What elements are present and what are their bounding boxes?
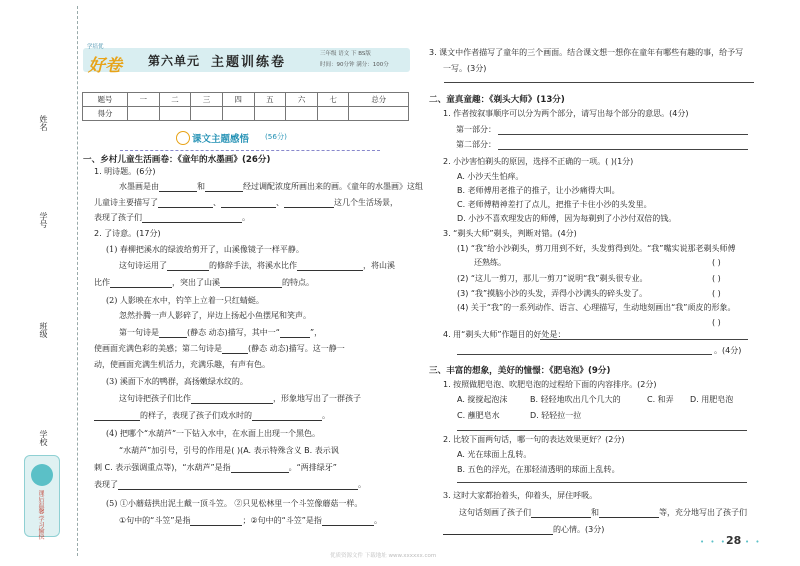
score-input[interactable]: [191, 107, 223, 121]
score-input[interactable]: [254, 107, 286, 121]
s1-q1-text2: 儿童诗主要描写了 、 、 这几个生活场景，: [94, 198, 398, 207]
s1-q2-2-b: 使画面充满色彩的美感；第二句诗是 (静态 动态)描写。这一静一: [94, 344, 345, 353]
score-cell: 七: [317, 93, 349, 107]
score-value-row: [83, 107, 409, 121]
answer-blank[interactable]: [220, 280, 282, 288]
score-cell: 五: [254, 93, 286, 107]
part-1-label: 第一部分：: [456, 125, 496, 134]
judge-1a: (1) “我”给小沙剃头，剪刀用到不好，头发剪得到处。“我”嘴实说那老剃头师傅: [457, 244, 736, 253]
answer-line[interactable]: [457, 430, 747, 431]
section2-title: 二、童真童趣：《剃头大师》(13分): [429, 95, 565, 105]
unit-title: 第六单元: [148, 54, 201, 68]
s3-q3-a: 这句话刻画了孩子们 和 等，充分地写出了孩子们: [459, 508, 747, 517]
grade-info: 三年级 语文 下 BS版: [320, 51, 371, 57]
s1-q1-text: 水墨画是由 和 经过调配浓度所画出来的画。《童年的水墨画》这组: [119, 182, 423, 191]
step-d: D. 用肥皂泡: [690, 395, 734, 404]
cut-line: [77, 6, 78, 556]
poem-5: (5) ①小蘑菇拱出泥土戴一顶斗笠。 ②只见松林里一个斗笠像蘑菇一样。: [106, 499, 363, 508]
time-info: 时间：90分钟 满分：100分: [320, 62, 389, 68]
sentence-a[interactable]: A. 光在球面上乱转。: [457, 450, 532, 459]
page-number: 28: [726, 534, 742, 547]
judge-4: (4) 关于“我”的一系列动作、语言、心理描写，生动地刻画出“我”顽皮的形象。: [457, 303, 736, 312]
answer-blank[interactable]: [252, 413, 322, 421]
s3-q2: 2. 比较下面两句话，哪一句的表达效果更好？(2分): [443, 435, 625, 444]
dots-decoration: • • •: [700, 538, 727, 546]
s1-q2-3-a: 这句诗把孩子们比作 ，形象地写出了一群孩子: [119, 394, 361, 403]
score-input[interactable]: [349, 107, 409, 121]
s1-q2-4-c: 表现了 。: [94, 480, 366, 489]
poem-2b: 忽然扑腾一声人影碎了，岸边上扬起小鱼摆尾和笑声。: [119, 311, 311, 320]
class-label: 班级: [39, 322, 48, 338]
s1-q3-a: 3. 课文中作者描写了童年的三个画面。结合课文想一想你在童年有哪些有趣的事，给予写: [429, 48, 744, 57]
answer-blank[interactable]: [158, 200, 213, 208]
score-input[interactable]: [286, 107, 318, 121]
answer-blank[interactable]: [159, 330, 187, 338]
s1-q2-1-a: 这句诗运用了 的修辞手法，将溪水比作 ，将山溪: [119, 261, 395, 270]
s1-q2-5-a: ①句中的“斗笠”是指 ；②句中的“斗笠”是指 。: [119, 516, 382, 525]
answer-blank[interactable]: [222, 346, 248, 354]
banner-score: (56分): [265, 132, 287, 141]
score-input[interactable]: [128, 107, 160, 121]
s1-q1-text3: 表现了孩子们 。: [94, 213, 250, 222]
judge-3-paren[interactable]: ( ): [712, 289, 721, 298]
student-id-label: 学号: [39, 212, 48, 228]
option-a[interactable]: A. 小沙天生怕痒。: [457, 172, 524, 181]
brand-small: 学培优: [87, 44, 104, 50]
answer-blank[interactable]: [599, 510, 659, 518]
answer-blank[interactable]: [280, 330, 310, 338]
answer-blank[interactable]: [190, 518, 242, 526]
s1-q2-2-a: 第一句诗是 (静态 动态)描写，其中一“ ”，: [119, 328, 323, 337]
poem-3: (3) 溪面下水的鸭群，高扬嫩绿水纹的。: [106, 377, 248, 386]
s2-q2: 2. 小沙害怕剃头的原因，选择不正确的一项。( )(1分): [443, 157, 634, 166]
school-label: 学校: [39, 430, 48, 446]
answer-blank[interactable]: [205, 184, 243, 192]
answer-blank[interactable]: [443, 527, 553, 535]
s3-q1: 1. 按照做肥皂泡、吹肥皂泡的过程给下面的内容排序。(2分): [443, 380, 657, 389]
side-badge: 课后温馨 学习愉快: [24, 455, 60, 537]
s2-q3: 3. “剃头大师”剃头，判断对错。(4分): [443, 229, 577, 238]
score-input[interactable]: [222, 107, 254, 121]
answer-line[interactable]: [444, 82, 754, 83]
dots-decoration: • •: [745, 538, 762, 546]
answer-line[interactable]: [498, 149, 748, 150]
section3-title: 三、丰富的想象，美好的憧憬：《肥皂泡》(9分): [429, 366, 611, 376]
s2-q4: 4. 用“剃头大师”作题目的好处是：: [443, 330, 566, 339]
score-cell: 四: [222, 93, 254, 107]
score-input[interactable]: [159, 107, 191, 121]
brand-logo: 好卷: [88, 56, 122, 76]
answer-blank[interactable]: [221, 200, 276, 208]
step-a: A. 搅搅起泡沫: [457, 395, 508, 404]
s1-q2: 2. 了诗意。(17分): [94, 229, 161, 238]
answer-blank[interactable]: [231, 465, 289, 473]
score-table: [82, 92, 409, 121]
answer-blank[interactable]: [191, 396, 273, 404]
s1-q1: 1. 明诗题。(6分): [94, 167, 156, 176]
section1-title: 一、乡村儿童生活画卷：《童年的水墨画》(26分): [83, 155, 271, 165]
s3-q3: 3. 这时大家都抬着头，仰着头，屏住呼吸。: [443, 491, 598, 500]
option-b[interactable]: B. 老师傅用老推子的推子，让小沙痛得大叫。: [457, 186, 620, 195]
answer-blank[interactable]: [110, 280, 172, 288]
answer-blank[interactable]: [142, 215, 242, 223]
score-cell: 一: [128, 93, 160, 107]
s1-q2-4-b: 刺 C. 表示强调重点等)，“水葫芦”是指 。“两排绿牙”: [94, 463, 337, 472]
mascot-icon: [31, 464, 53, 486]
poem-2: (2) 人影映在水中，钓竿上立着一只红蜻蜓。: [106, 296, 264, 305]
part-2-label: 第二部分：: [456, 140, 496, 149]
step-e: C. 蘸肥皂水: [457, 411, 500, 420]
lightbulb-icon: [176, 131, 190, 145]
s1-q2-4-a: “水葫芦”加引号，引号的作用是( )(A. 表示特殊含义 B. 表示讽: [119, 446, 339, 455]
judge-2: (2) “这儿一剪刀，那儿一剪刀”说明“我”剃头很专业。: [457, 274, 648, 283]
s1-q2-2-c: 动，使画面充满生机活力，充满乐趣，有声有色。: [94, 360, 270, 369]
score-cell: 三: [191, 93, 223, 107]
poem-4: (4) 把哪个“水葫芦”一下钻入水中，在水面上出现一个黑色。: [106, 429, 321, 438]
answer-line[interactable]: [457, 354, 712, 355]
score-input[interactable]: [317, 107, 349, 121]
s2-q1: 1. 作者按叙事顺序可以分为两个部分，请写出每个部分的意思。(4分): [443, 109, 689, 118]
score-header-row: [83, 93, 409, 107]
s1-q2-1-b: 比作 ，突出了山溪 的特点。: [94, 278, 314, 287]
s2-q4-score: 。(4分): [714, 346, 742, 355]
option-c[interactable]: C. 老师傅精神差打了点儿，把推子卡住小沙的头发里。: [457, 200, 652, 209]
score-cell: 二: [159, 93, 191, 107]
answer-line[interactable]: [457, 482, 747, 483]
footer-watermark: 优质资源文件 下载地址 www.xxxxxx.com: [330, 553, 437, 559]
option-d[interactable]: D. 小沙不喜欢理发店的师傅，因为每剃到了小沙付双倍的钱。: [457, 214, 677, 223]
step-f: D. 轻轻拉一拉: [530, 411, 582, 420]
answer-blank[interactable]: [167, 263, 209, 271]
banner-title: 课文主题感悟: [192, 134, 250, 145]
judge-1-paren[interactable]: ( ): [712, 258, 721, 267]
judge-3: (3) “我”摸脑小沙的头发，弄得小沙满头的碎头发了。: [457, 289, 648, 298]
score-cell: 题号: [83, 93, 128, 107]
s1-q2-3-b: 的样子，表现了孩子们戏水时的 。: [94, 411, 330, 421]
answer-blank[interactable]: [159, 184, 197, 192]
judge-2-paren[interactable]: ( ): [712, 274, 721, 283]
score-cell: 六: [286, 93, 318, 107]
judge-1b: 还熟练。: [474, 258, 506, 267]
s1-q3-b: 一写。(3分): [443, 64, 487, 73]
answer-blank[interactable]: [94, 413, 140, 421]
s3-q3-b: 的心情。(3分): [443, 525, 604, 535]
sentence-b[interactable]: B. 五色的浮光，在那轻清透明的球面上乱转。: [457, 465, 620, 474]
answer-blank[interactable]: [284, 200, 334, 208]
score-cell: 总分: [349, 93, 409, 107]
step-b: B. 轻轻地吹出几个几大的: [530, 395, 621, 404]
answer-blank[interactable]: [531, 510, 591, 518]
answer-blank[interactable]: [322, 518, 374, 526]
judge-4-paren[interactable]: ( ): [712, 318, 721, 327]
answer-line[interactable]: [540, 339, 748, 340]
answer-blank[interactable]: [118, 482, 358, 490]
poem-1: (1) 春柳把溪水的绿波给剪开了，山溪像镜子一样平静。: [106, 245, 304, 254]
answer-blank[interactable]: [297, 263, 363, 271]
answer-line[interactable]: [498, 134, 748, 135]
score-cell: 得分: [83, 107, 128, 121]
page-title: 主题训练卷: [211, 55, 287, 70]
name-label: 姓名: [39, 115, 48, 131]
step-c: C. 和弄: [647, 395, 674, 404]
